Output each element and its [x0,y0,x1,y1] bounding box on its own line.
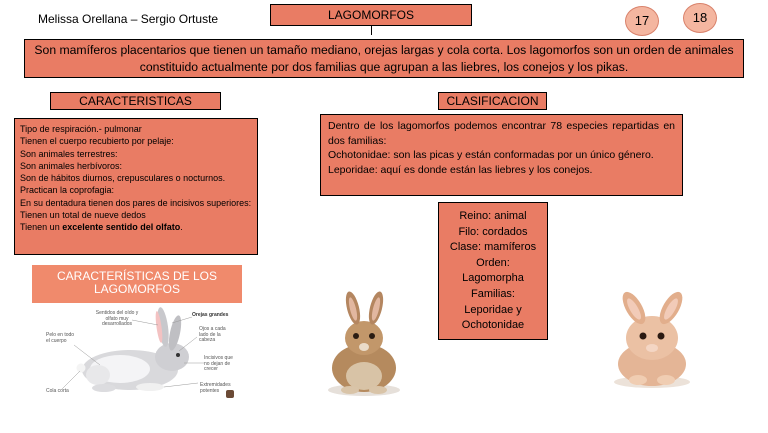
callout-legs: Extremidades potentes [200,382,231,394]
characteristic-item: Son de hábitos diurnos, crepusculares o nocturnos. [20,173,226,184]
characteristic-item: En su dentadura tienen dos pares de incisivos superiores: [20,197,252,208]
callout-tail: Cola corta [46,388,69,394]
taxonomy-line: Clase: mamíferos [449,241,537,254]
taxonomy-line: Reino: animal [459,210,527,222]
infographic [32,265,242,405]
intro-box: Son mamíferos placentarios que tienen un tamaño mediano, orejas largas y cola corta. Los lagomorfos son un orden de animales constituido actualmente por dos familias que agrupan a las liebres, los conejos y los pikas. [24,39,744,78]
fluffy-rabbit-photo [598,282,706,392]
classification-paragraph: Leporidae: aquí es donde están las liebres y los conejos. [328,163,593,176]
taxonomy-line: Lagomorpha [462,272,524,285]
taxonomy-line: Filo: cordados [458,225,528,238]
characteristic-item: Tipo de respiración.- pulmonar [20,124,142,134]
brown-rabbit-photo [320,290,408,400]
callout-senses: Sentidos del oído y olfato muy desarrollados [95,310,139,327]
title-connector [371,26,372,35]
classification-paragraph: Ochotonidae: son las picas y están conformadas por un único género. [328,149,654,161]
taxonomy-line: Orden: [476,256,510,269]
infographic-title-line: LAGOMORFOS [93,282,180,296]
authors: Melissa Orellana – Sergio Ortuste [38,12,219,26]
page-number-17: 17 [625,6,659,36]
characteristic-item: Tienen un total de nueve dedos [20,210,146,221]
callout-ears: Orejas grandes [192,312,229,318]
emphasis-text: excelente sentido del olfato [62,222,181,233]
characteristic-item: Son animales terrestres: [20,148,118,159]
page-number-18: 18 [683,3,717,33]
callout-teeth: Incisivos que no dejan de crecer [204,355,233,372]
taxonomy-line: Ochotonidae [461,319,525,332]
taxonomy-box [438,202,548,340]
page-title: LAGOMORFOS [270,4,472,26]
classification-paragraph: Dentro de los lagomorfos podemos encontrar 78 especies repartidas en dos familias: [328,120,675,147]
infographic-title-line: CARACTERÍSTICAS DE LOS [56,269,218,283]
characteristic-item: Son animales herbívoros: [20,160,123,171]
characteristics-heading: CARACTERISTICAS [50,92,221,110]
characteristics-box [14,118,258,255]
classification-box [320,114,683,196]
characteristic-item: Tienen el cuerpo recubierto por pelaje: [20,136,174,147]
classification-heading: CLASIFICACION [438,92,547,110]
taxonomy-line: Leporidae y [464,303,522,316]
callout-fur: Pelo en todo el cuerpo [46,332,75,344]
characteristic-item-last: Tienen un excelente sentido del olfato. [20,222,183,233]
taxonomy-line: Familias: [470,287,515,300]
callout-eyes: Ojos a cada lado de la cabeza [199,326,226,343]
characteristic-item: Practican la coprofagia: [20,185,115,196]
